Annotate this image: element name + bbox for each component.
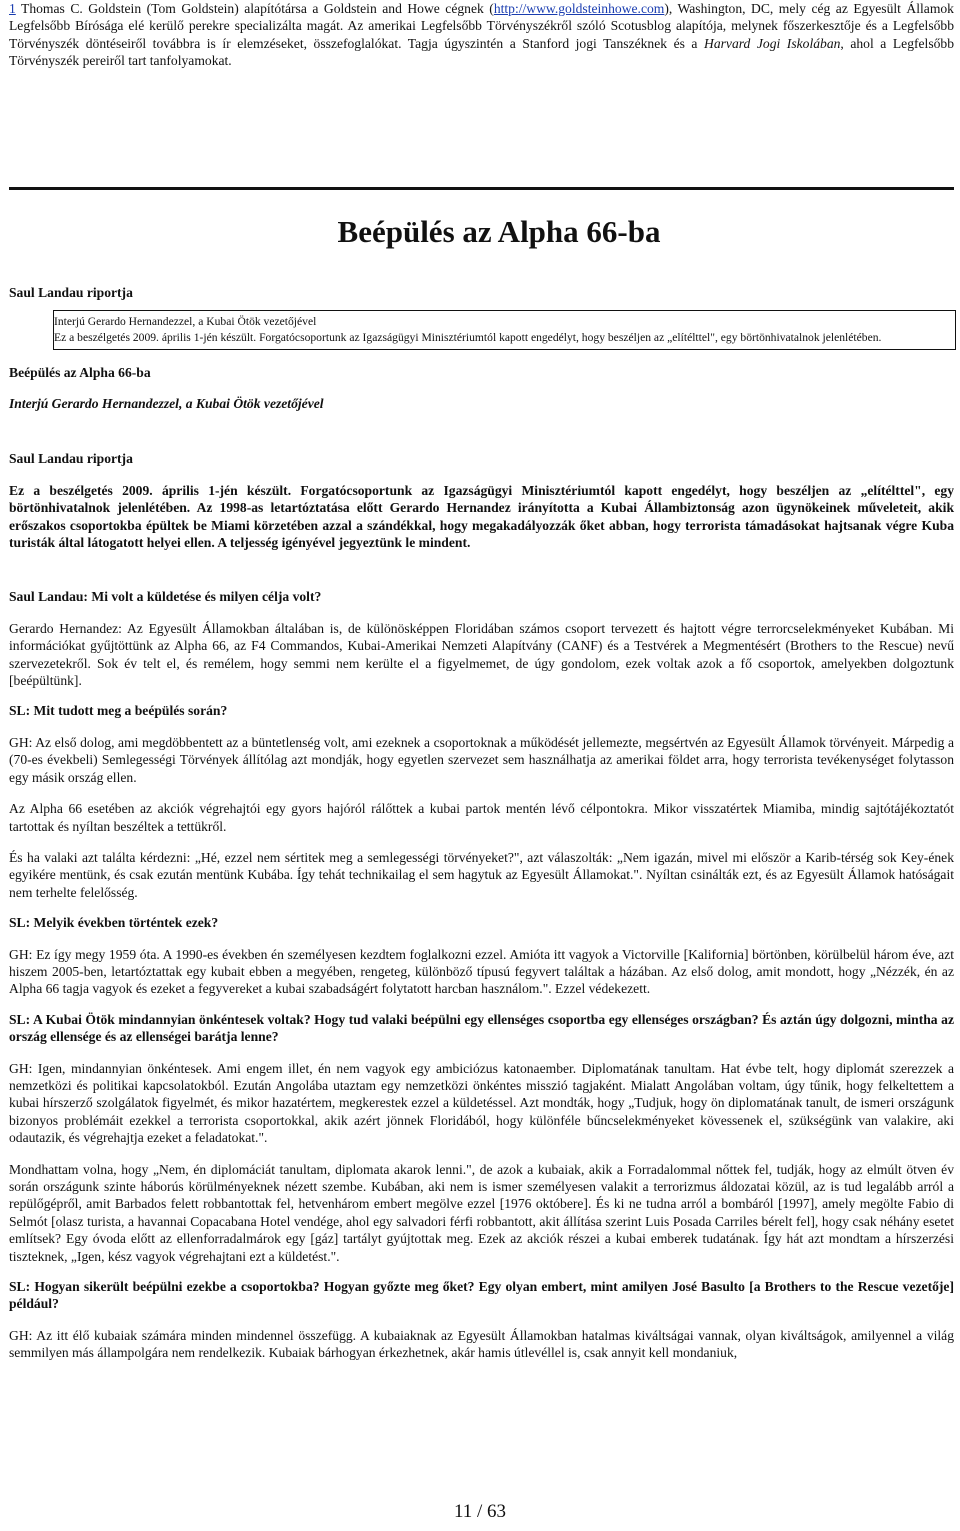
- answer-2a: GH: Az első dolog, ami megdöbbentett az a büntetlenség volt, ami ezeknek a csoportoknak a működését jellemezte, megsértvén az Egyesült Államok törvényeit. Márpedig a (70-es évekbeli) Semlegességi Törvények állítólag azt mondják, hogy egyetlen szervezet sem használhatja az amerikai földet arra, hogy terrorista tevékenységet folytasson egy másik ország ellen.: [9, 734, 954, 785]
- article-title: Beépülés az Alpha 66-ba: [337, 214, 661, 249]
- intro-paragraph: Ez a beszélgetés 2009. április 1-jén készült. Forgatócsoportunk az Igazságügyi Minisztériumtól kapott engedélyt, hogy beszéljen az „elítélttel", egy börtönhivatalnok jelenlétében. Az 1998-as letartóztatása előtt Gerardo Hernandez irányította a Kubai Állambiztonság azon ügynökeinek műveleteit, akik erőszakos csoportokba épültek be Miami körzetében azzal a szándékkal, hogy megakadályozzák őket abban, hogy terrorista támadásokat hajtsanak végre Kuba turisták által látogatott helyei ellen. A teljesség igényével jegyeztünk le mindent.: [9, 482, 954, 551]
- page-number: 11 / 63: [453, 1501, 507, 1522]
- question-4: SL: A Kubai Ötök mindannyian önkéntesek voltak? Hogy tud valaki beépülni egy ellenséges csoportba egy ellenséges országban? És aztán úgy dolgozni, mintha az ország ellensége és az ellenségei barátja lenne?: [9, 1011, 954, 1045]
- footnote-text-2: ), Washington, DC, mely cég az Egyesült Államok Legfelsőbb Bírósága elé kerülő perekre specializálta magát. Az amerikai Legfelsőbb Törvényszékről szóló Scotusblog alapítója, melynek főszerkesztője és a Legfelsőbb Törvényszék döntéseiről továbbra is ír elemzéseket, összefoglalókat. Tagja úgyszintén a Stanford jogi Tanszéknek és a: [9, 1, 954, 51]
- question-2: SL: Mit tudott meg a beépülés során?: [9, 703, 228, 719]
- article-body: [9, 284, 954, 1362]
- footnote-text-1: Thomas C. Goldstein (Tom Goldstein) alapítótársa a Goldstein and Howe cégnek (: [15, 1, 494, 16]
- summary-line-2: Ez a beszélgetés 2009. április 1-jén készült. Forgatócsoportunk az Igazságügyi Minisztériumtól kapott engedélyt, hogy beszéljen az „elítélttel", egy börtönhivatalnok jelenlétében.: [54, 331, 882, 344]
- answer-5: GH: Az itt élő kubaiak számára minden mindennel összefügg. A kubaiaknak az Egyesült Államokban hatalmas kiváltságai vannak, olyan kiváltságok, amilyennel a világ semmilyen más állampolgára nem rendelkezik. Kubaiak bárhogyan érkezhetnek, akár hamis útlevéllel is, csak annyit kell mondaniuk,: [9, 1327, 954, 1361]
- question-1: Saul Landau: Mi volt a küldetése és milyen célja volt?: [9, 589, 322, 605]
- footnote: [9, 0, 954, 70]
- subtitle: Beépülés az Alpha 66-ba: [9, 364, 151, 380]
- summary-line-1: Interjú Gerardo Hernandezzel, a Kubai Ötök vezetőjével: [54, 315, 317, 329]
- answer-2c: És ha valaki azt találta kérdezni: „Hé, ezzel nem sértitek meg a semlegességi törvényeket?", azt válaszolták: „Nem igazán, mivel mi először a Karib-térség sok Key-ének egyikére mentünk, és csak ezután mentünk Kubába. Így tehát technikailag el sem hagytuk az Egyesült Államokat.". Nyíltan csinálták ezt, és az Egyesült Államok hatóságait nem terhelte felelősség.: [9, 849, 954, 900]
- answer-3: GH: Ez így megy 1959 óta. A 1990-es években én személyesen kezdtem foglalkozni ezzel. Amióta itt vagyok a Victorville [Kalifornia] börtönben, körülbelül három éve, azt hiszem 2005-ben, letartóztattak egy kubait ebben a megyében, rengeteg, különböző típusú fegyvert találtak a házában. Az első dolog, amit mondott, hogy „Nézzék, én az Alpha 66 tagja vagyok és ezeket a fegyvereket a kubai szabadságért folytatott harcban használom.". Ezzel védekezett.: [9, 946, 954, 997]
- section-divider: [9, 187, 954, 190]
- footnote-url-link[interactable]: http://www.goldsteinhowe.com: [493, 1, 665, 16]
- answer-1: Gerardo Hernandez: Az Egyesült Államokban általában is, de különösképpen Floridában számos csoport tervezett és hajtott végre terrorcselekményeket Kubában. Mi információkat gyűjtöttünk az Alpha 66, az F4 Commandos, Kubai-Amerikai Nemzeti Alapítvány (CANF) és a Testvérek a Megmentésért (Brothers to the Rescue) nevű szervezetekről. Sok év telt el, és remélem, hogy semmi nem kerülte el a figyelmemet, de úgy gondolom, ezek voltak azok a fő csoportok, amelyekben dolgoztunk [beépültünk].: [9, 620, 954, 689]
- footnote-text-3: , ahol a Legfelsőbb Törvényszék pereiről tart tanfolyamokat.: [9, 35, 955, 69]
- subtitle-italic: Interjú Gerardo Hernandezzel, a Kubai Ötök vezetőjével: [9, 396, 324, 411]
- footnote-marker-link[interactable]: 1: [9, 1, 16, 16]
- question-3: SL: Melyik években történtek ezek?: [9, 915, 219, 931]
- answer-2b: Az Alpha 66 esetében az akciók végrehajtói egy gyors hajóról rálőttek a kubai partok mentén lévő célpontokra. Mikor visszatértek Miamiba, mindig sajtótájékoztatót tartottak és nyíltan beszéltek a tettükről.: [9, 801, 954, 834]
- byline-2: Saul Landau riportja: [9, 451, 133, 467]
- footnote-italic: Harvard Jogi Iskolában: [704, 35, 841, 51]
- byline: Saul Landau riportja: [9, 285, 133, 300]
- summary-box: [53, 310, 956, 349]
- question-5: SL: Hogyan sikerült beépülni ezekbe a csoportokba? Hogyan győzte meg őket? Egy olyan embert, mint amilyen José Basulto [a Brothers to the Rescue vezetője] például?: [9, 1279, 954, 1312]
- answer-4b: Mondhattam volna, hogy „Nem, én diplomáciát tanultam, diplomata akarok lenni.", de azok a kubaiak, akik a Forradalommal nőttek fel, tudják, hogy az elmúlt ötven év során országunk szinte háborús körülményeknek nézett szembe. Kubában, aki nem is ismer személyesen valakit a terrorizmus áldozatai közül, az is tud legalább arról a repülőgépről, amit Barbados felett robbantottak fel, hetvenhárom embert megölve ezzel [1976 októbere]. És ki ne tudna arról a bombáról [1997], amely megölte Fabio di Selmót [olasz turista, a havannai Copacabana Hotel vendége, ahol egy salvadori férfi robbantott, akit állítása szerint Luis Posada Carriles bérelt fel], hogy csak néhány esetet említsek? Egy óvoda előtt az ellenforradalmárok egy [gáz] tartályt gyújtottak meg. Ezek az akciók részei a kubai emberek tudatának. Így hát azt mondtam a hírszerzési tiszteknek, „Igen, kész vagyok végrehajtani ezt a küldetést.".: [9, 1161, 954, 1264]
- answer-4a: GH: Igen, mindannyian önkéntesek. Ami engem illet, én nem vagyok egy ambiciózus katonaember. Diplomatának tanultam. Hat évbe telt, hogy diplomát szerezzek a nemzetközi és politikai kapcsolatokból. Ezután Angolába utaztam egy nemzetközi önkéntes misszió tagjaként. Mialatt Angolában voltam, úgy tűnik, hogy felkeltettem a kubai hírszerző szolgálatok figyelmét, és mikor hazatértem, megkerestek ezzel a küldetéssel. Azt mondták, hogy „Tudjuk, hogy ön diplomatának tanult, de ismeri országunk bizonyos problémáit ezekkel a terrorista csoportokkal, akik azért jönnek Floridából, hogy különféle bűncselekményeket kövessenek el, szükségünk van valakire, aki odautazik, és végrehajtja ezeket a feladatokat.".: [9, 1060, 954, 1146]
